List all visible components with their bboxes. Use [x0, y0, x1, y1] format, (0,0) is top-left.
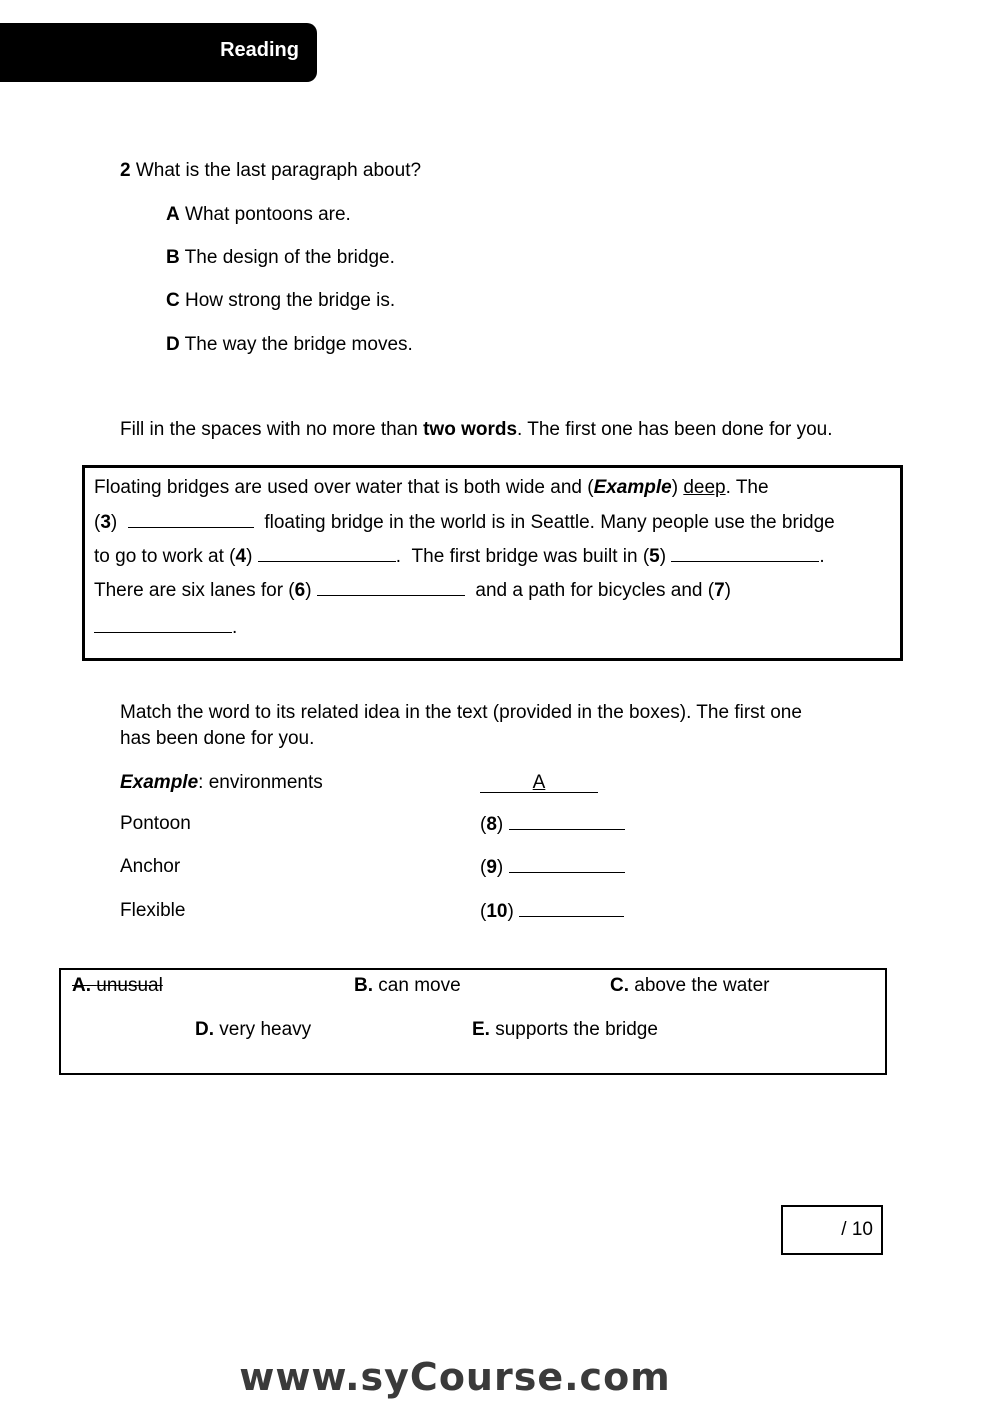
q2-option-d[interactable]: D The way the bridge moves. [166, 334, 413, 355]
footer-website: www.syCourse.com [239, 1355, 671, 1399]
option-b: B. can move [354, 975, 461, 996]
section-tab-label: Reading [220, 39, 299, 61]
option-a: A. unusual [72, 975, 163, 996]
match-word-flexible: Flexible [120, 900, 186, 921]
score-label: / 10 [841, 1219, 873, 1240]
match-instructions-1: Match the word to its related idea in the text (provided in the boxes). The first one [120, 702, 802, 723]
section-tab [0, 23, 317, 82]
match-example-answer: A [480, 772, 598, 794]
q2-option-b[interactable]: B The design of the bridge. [166, 247, 395, 268]
match-options-box [59, 968, 887, 1075]
match-example: Example: environments [120, 772, 323, 793]
blank-5[interactable] [671, 545, 819, 562]
score-box [781, 1205, 883, 1255]
match-word-anchor: Anchor [120, 856, 181, 877]
example-answer: deep [683, 477, 726, 498]
blank-8[interactable] [509, 813, 625, 830]
passage-line-5: . [94, 616, 237, 639]
q2-number: 2 [120, 160, 131, 181]
match-instructions-2: has been done for you. [120, 728, 315, 749]
fill-in-passage-box [82, 465, 903, 661]
option-e: E. supports the bridge [472, 1019, 658, 1040]
option-c: C. above the water [610, 975, 770, 996]
match-answer-10: (10) [480, 900, 624, 923]
q2-option-a[interactable]: A What pontoons are. [166, 204, 351, 225]
passage-line-2: (3) floating bridge in the world is in Seattle. Many people use the bridge [94, 512, 835, 533]
passage-line-3: to go to work at (4) . The first bridge was built in (5) . [94, 546, 825, 567]
blank-10[interactable] [519, 900, 624, 917]
q2-text: What is the last paragraph about? [135, 160, 422, 181]
blank-4[interactable] [258, 545, 396, 562]
match-answer-9: (9) [480, 856, 625, 879]
option-d: D. very heavy [195, 1019, 312, 1040]
fill-instructions: Fill in the spaces with no more than two words. The first one has been done for you. [120, 419, 833, 440]
q2-question [120, 160, 421, 182]
blank-9[interactable] [509, 856, 625, 873]
match-word-pontoon: Pontoon [120, 813, 191, 834]
blank-3[interactable] [128, 511, 254, 528]
passage-line-1: Floating bridges are used over water that is both wide and (Example) deep. The [94, 477, 769, 498]
q2-option-c[interactable]: C How strong the bridge is. [166, 290, 396, 311]
blank-6[interactable] [317, 579, 465, 596]
passage-line-4: There are six lanes for (6) and a path for bicycles and (7) [94, 580, 731, 601]
blank-7[interactable] [94, 616, 232, 633]
match-answer-8: (8) [480, 813, 625, 836]
